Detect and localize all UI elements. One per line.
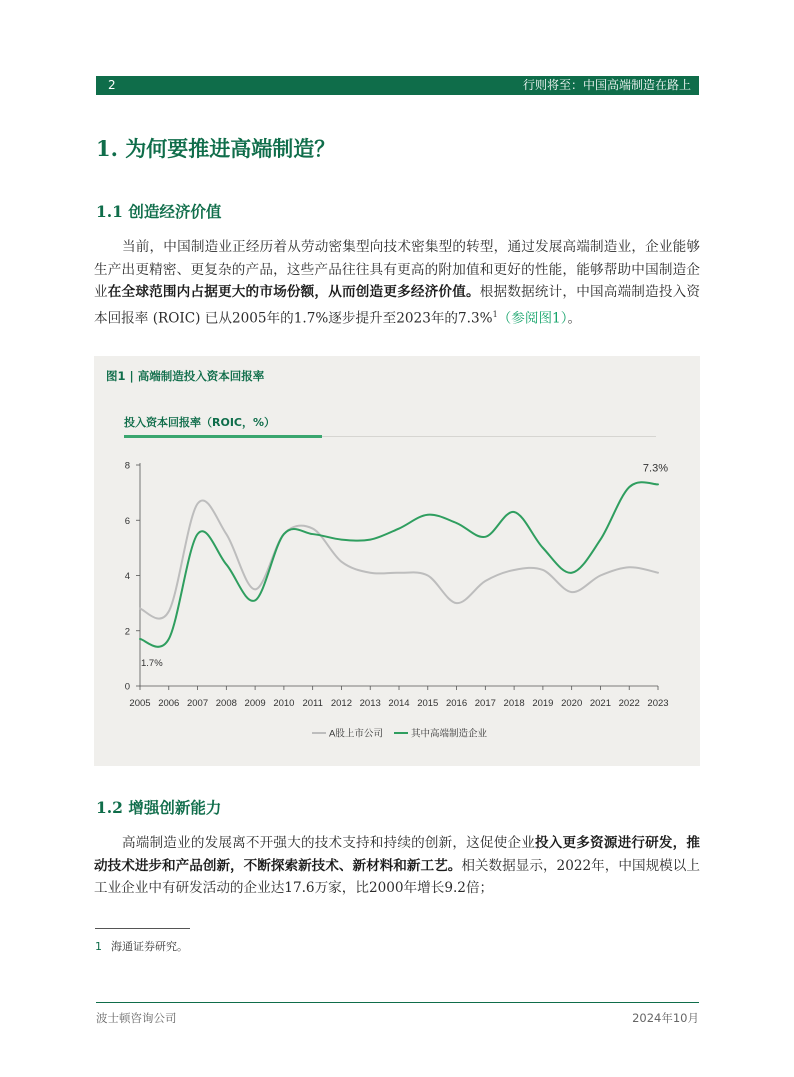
footnote-ref[interactable]: 1 — [492, 309, 498, 319]
y-tick-label: 8 — [124, 460, 130, 472]
x-tick-label: 2007 — [186, 698, 209, 709]
figure-ref-link[interactable]: （参阅图1） — [497, 310, 568, 327]
section-title: 1. 为何要推进高端制造？ — [96, 136, 336, 161]
x-tick-label: 2023 — [647, 698, 669, 709]
para2-text-a: 高端制造业的发展离不开强大的技术支持和持续的创新，这促使企业 — [122, 835, 535, 851]
x-tick-label: 2015 — [417, 698, 439, 709]
subsection-title-1: 1.1 创造经济价值 — [96, 202, 222, 221]
footnote-divider — [95, 928, 190, 929]
footer-company: 波士顿咨询公司 — [96, 1011, 177, 1025]
x-tick-label: 2021 — [589, 698, 612, 709]
footnote-number: 1 — [95, 940, 102, 953]
footer-divider — [96, 1002, 699, 1003]
figure-title: 图1 | 高端制造投入资本回报率 — [106, 369, 265, 383]
footer-date: 2024年10月 — [632, 1011, 699, 1025]
x-tick-label: 2012 — [330, 698, 353, 709]
x-tick-label: 2018 — [503, 698, 525, 709]
y-tick-label: 0 — [124, 681, 130, 693]
series-line-a-share — [140, 500, 658, 618]
paragraph-innovation — [94, 832, 700, 900]
page-number: 2 — [108, 78, 116, 92]
figure-1 — [94, 356, 700, 766]
para1-end: 。 — [567, 310, 582, 327]
data-label-end: 7.3% — [642, 462, 668, 475]
x-tick-label: 2020 — [561, 698, 583, 709]
x-tick-label: 2008 — [215, 698, 237, 709]
x-tick-label: 2014 — [388, 698, 410, 709]
x-tick-label: 2011 — [302, 698, 323, 709]
x-tick-label: 2013 — [359, 698, 381, 709]
subsection-title-2: 1.2 增强创新能力 — [96, 798, 222, 817]
x-tick-label: 2006 — [158, 698, 180, 709]
para1-text-a: 当前，中国制造业正经历着从劳动密集型向技术密集型的转型，通过发展高端制造业，企业能够生产出更精密、更复杂的产品，这些产品往往具有更高的附加值和更好的性能，能够帮助中国制造企业 — [94, 239, 700, 301]
x-tick-label: 2016 — [445, 698, 468, 709]
x-tick-label: 2005 — [129, 698, 151, 709]
footnote-text: 海通证券研究。 — [111, 940, 188, 953]
para1-bold: 在全球范围内占据更大的市场份额，从而创造更多经济价值。 — [107, 284, 480, 301]
legend-label-high-end: 其中高端制造企业 — [411, 728, 488, 740]
chart-ylabel: 投入资本回报率（ROIC，%） — [124, 416, 276, 429]
paragraph-economic-value — [94, 236, 700, 330]
running-title: 行则将至：中国高端制造在路上 — [522, 78, 691, 92]
para2-bold: 投入更多资源进行研发，推动技术进步和产品创新，不断探索新技术、新材料和新工艺。 — [94, 835, 701, 874]
y-tick-label: 4 — [124, 571, 130, 582]
x-tick-label: 2017 — [474, 698, 496, 709]
running-header — [96, 76, 699, 95]
data-label-start: 1.7% — [141, 658, 163, 670]
roic-line-chart — [94, 356, 700, 766]
legend-label-a-share: A股上市公司 — [329, 728, 383, 740]
series-line-high-end — [140, 482, 658, 647]
x-tick-label: 2009 — [244, 698, 266, 709]
para1-text-c: 根据数据统计，中国高端制造投入资本回报率 (ROIC) 已从2005年的1.7%逐步提升至2023年的7.3% — [94, 284, 701, 327]
y-tick-label: 2 — [124, 626, 130, 638]
footnote — [95, 938, 188, 954]
x-tick-label: 2010 — [273, 698, 295, 709]
x-tick-label: 2022 — [618, 698, 640, 709]
y-tick-label: 6 — [124, 515, 130, 527]
x-tick-label: 2019 — [532, 698, 554, 709]
para2-text-c: 相关数据显示，2022年，中国规模以上工业企业中有研发活动的企业达17.6万家，比2000年增长9.2倍； — [94, 857, 700, 897]
